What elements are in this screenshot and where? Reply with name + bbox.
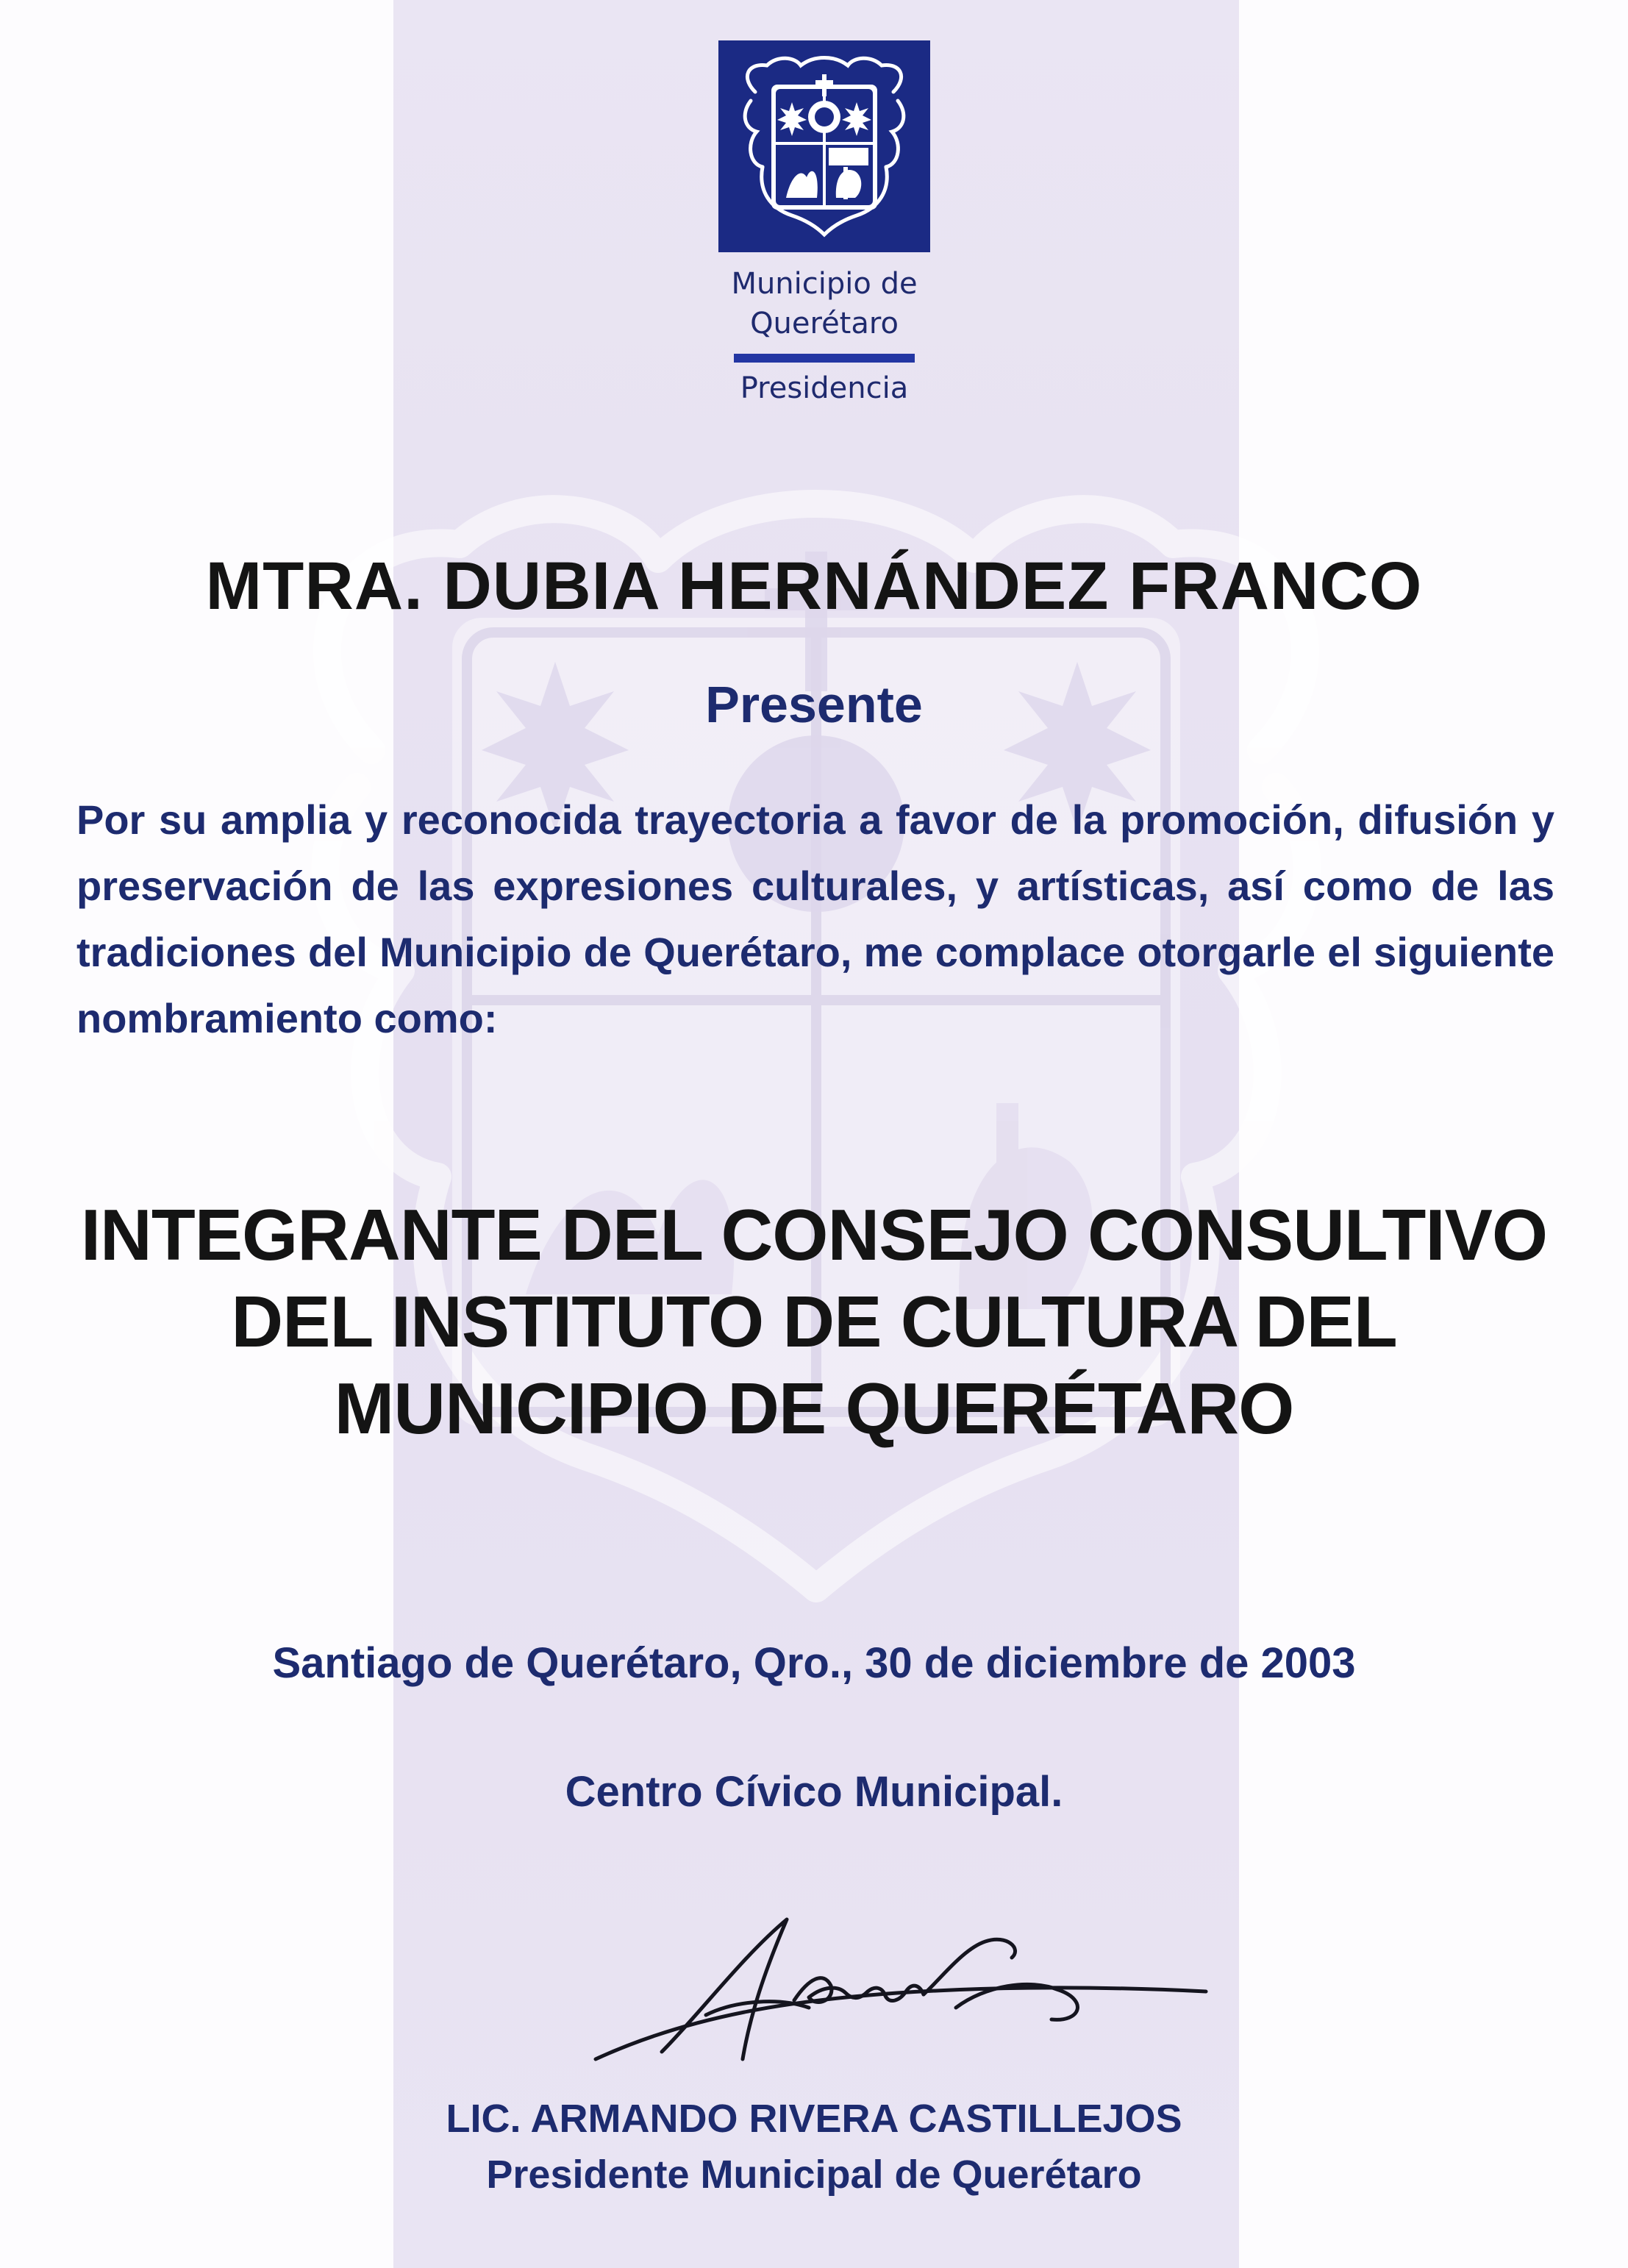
- recipient-name: MTRA. DUBIA HERNÁNDEZ FRANCO: [205, 549, 1423, 624]
- municipal-seal-logo: [718, 40, 930, 252]
- body-paragraph: Por su amplia y reconocida trayectoria a favor de la promoción, difusión y preservación de las expresiones culturales, y artísticas, así como de las tradiciones del Municipio de Querétaro, me complace otorgarle el siguiente nombramiento como:: [76, 796, 1554, 1041]
- municipality-name-line-1: Municipio de: [731, 267, 918, 301]
- signer-title: Presidente Municipal de Querétaro: [486, 2153, 1142, 2197]
- signer-name: LIC. ARMANDO RIVERA CASTILLEJOS: [446, 2097, 1182, 2141]
- coat-of-arms-icon: [718, 40, 930, 252]
- municipality-name-line-2: Querétaro: [750, 307, 899, 340]
- appointment-line-3: MUNICIPIO DE QUERÉTARO: [334, 1368, 1294, 1449]
- header-divider: [734, 354, 915, 363]
- issuing-location: Centro Cívico Municipal.: [565, 1768, 1063, 1816]
- appointment-line-2: DEL INSTITUTO DE CULTURA DEL: [231, 1281, 1397, 1362]
- place-and-date: Santiago de Querétaro, Qro., 30 de diciembre de 2003: [272, 1639, 1356, 1687]
- salutation: Presente: [705, 676, 923, 733]
- office-name: Presidencia: [740, 371, 909, 405]
- municipality-header: [718, 40, 930, 407]
- appointment-title: [0, 1191, 1628, 1452]
- handwritten-signature: [574, 1905, 1221, 2074]
- appointment-line-1: INTEGRANTE DEL CONSEJO CONSULTIVO: [80, 1194, 1548, 1275]
